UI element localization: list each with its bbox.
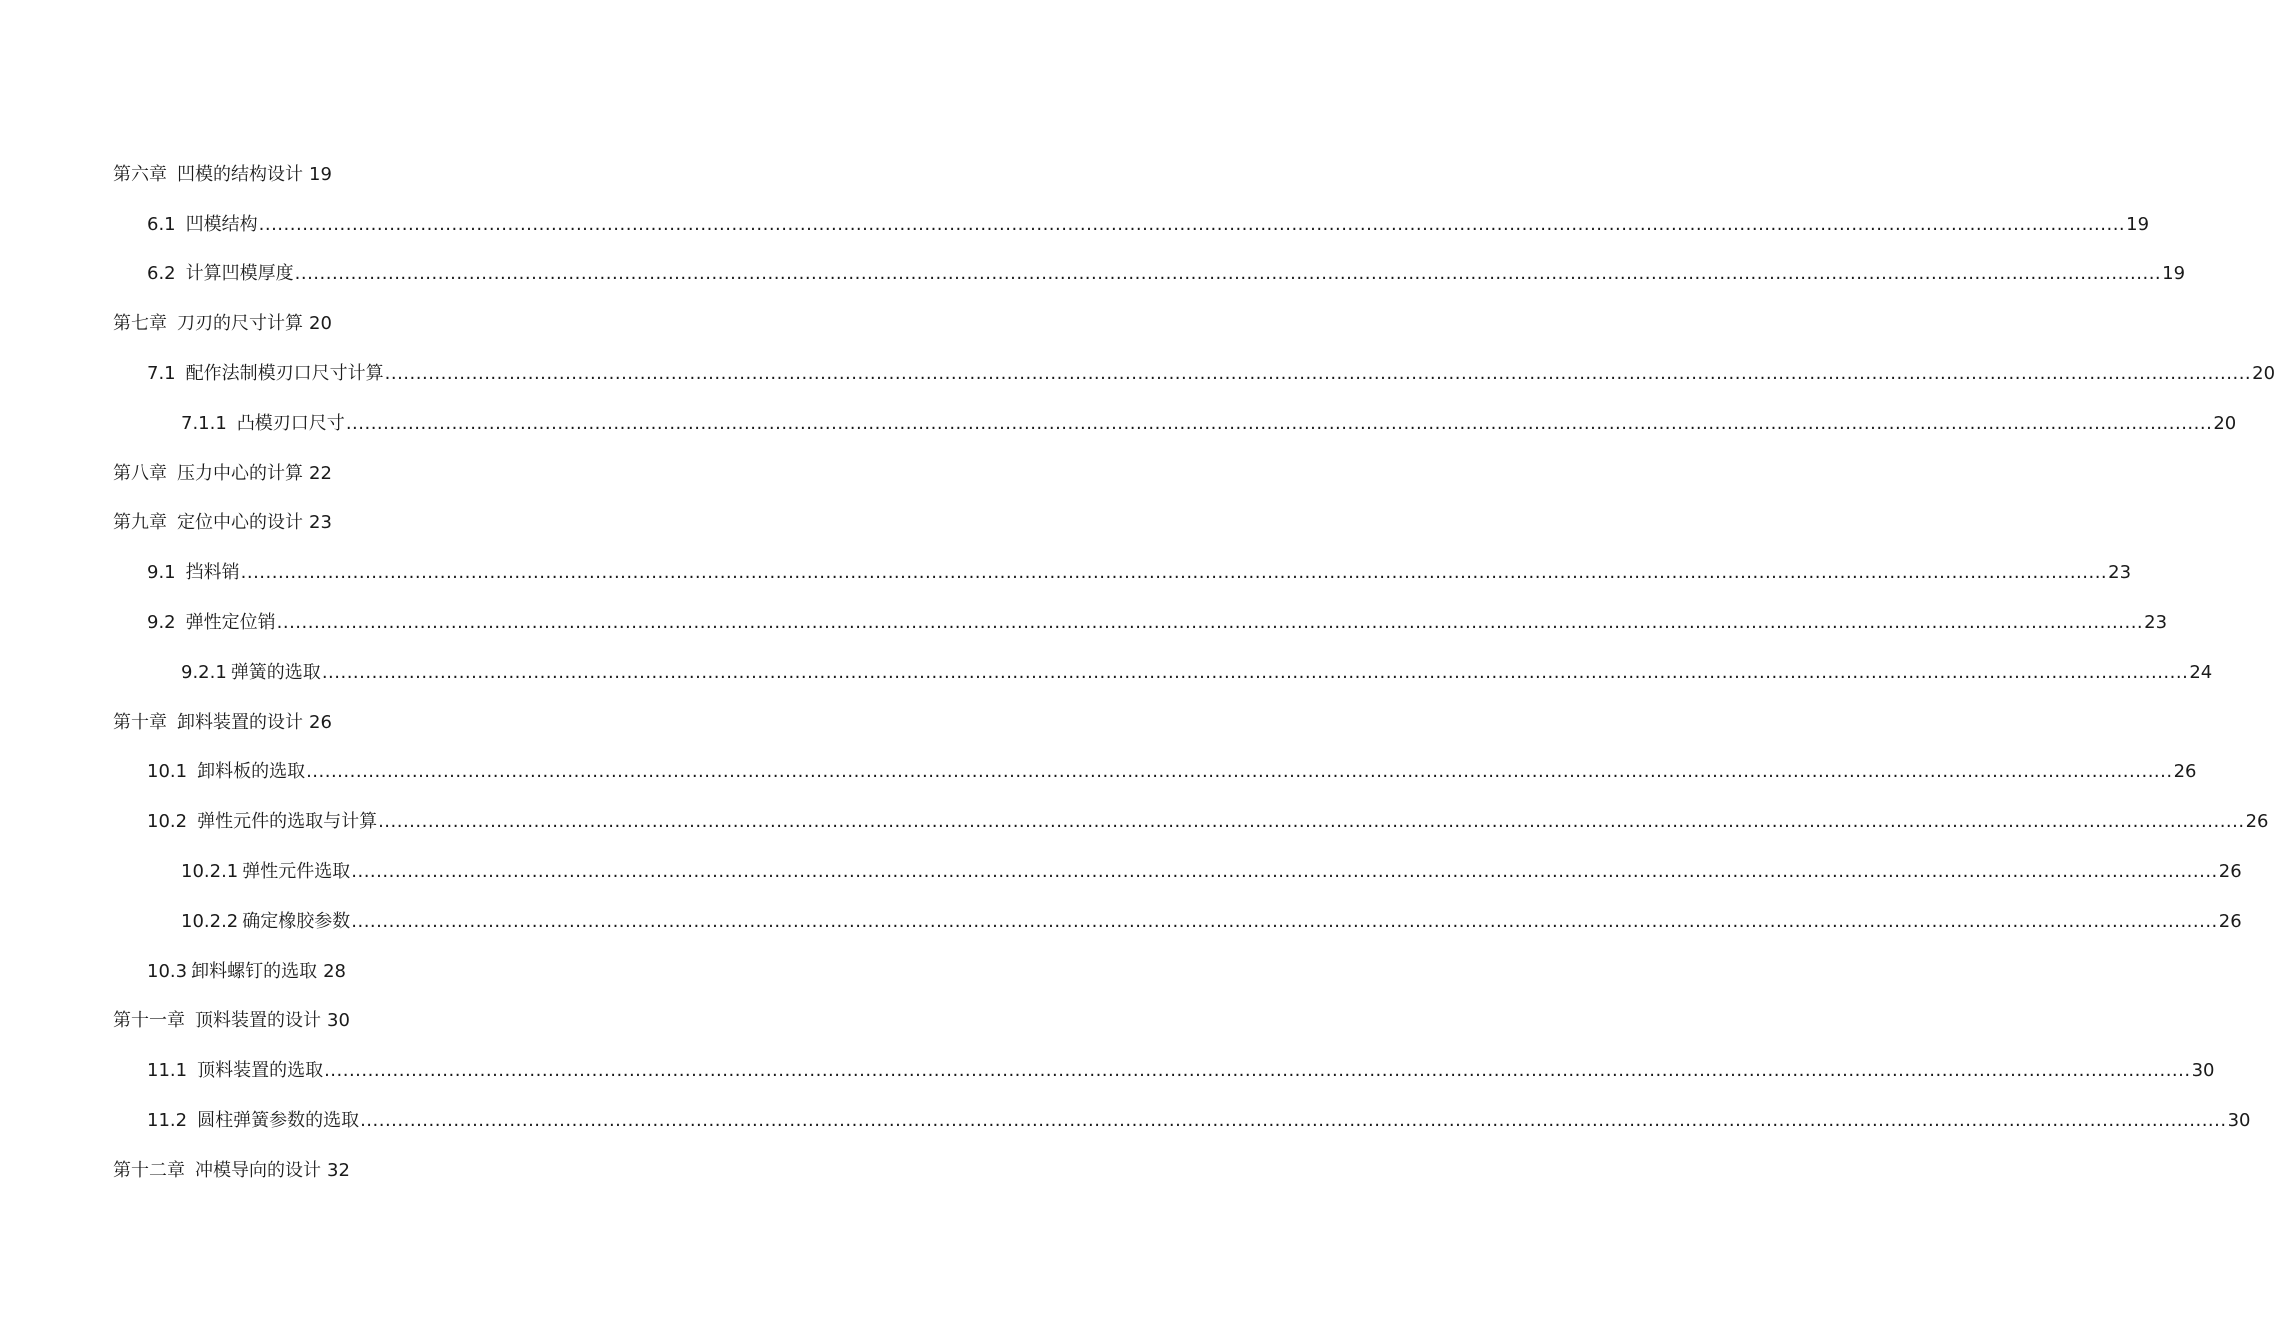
toc-dot-leader: ............................................................................................................................................................................................................................................................................................................ — [321, 661, 2189, 683]
toc-entry[interactable] — [113, 1046, 2215, 1096]
toc-dot-leader: ............................................................................................................................................................................................................................................................................................................ — [351, 910, 2218, 932]
toc-entry[interactable] — [113, 349, 2275, 399]
toc-entry[interactable] — [113, 299, 825, 349]
toc-entry-page: 26 — [2173, 761, 2197, 783]
toc-entry-number: 7.1 — [147, 363, 176, 385]
toc-entry-number: 11.2 — [147, 1110, 188, 1132]
toc-entry-number: 第七章 — [113, 313, 167, 335]
toc-entry-page: 26 — [2245, 811, 2269, 833]
toc-entry-number: 6.1 — [147, 213, 176, 235]
toc-dot-leader: ............................................................................................................................................................................................................................................................................................................ — [294, 263, 2162, 285]
toc-entry-page: 30 — [2227, 1110, 2251, 1132]
toc-entry-number: 第八章 — [113, 462, 167, 484]
toc-entry-title: 压力中心的计算 — [177, 462, 303, 484]
toc-dot-leader: ............................................................................................................................................................................................................................................................................................................ — [276, 612, 2144, 634]
toc-dot-leader: ............................................................................................................................................................................................................................................................................................................ — [345, 412, 2213, 434]
toc-entry-number: 10.3 — [147, 960, 188, 982]
toc-entry[interactable] — [113, 947, 825, 997]
toc-entry-title: 凹模的结构设计 — [177, 163, 303, 185]
toc-entry-page: 26 — [309, 711, 332, 733]
toc-entry-title: 确定橡胶参数 — [242, 910, 351, 932]
toc-entry-title: 卸料板的选取 — [197, 761, 306, 783]
toc-entry[interactable] — [113, 449, 825, 499]
toc-entry-title: 弹性定位销 — [185, 612, 276, 634]
toc-entry[interactable] — [113, 748, 2197, 798]
toc-dot-leader: ............................................................................................................................................................................................................................................................................................................ — [240, 562, 2108, 584]
toc-entry-page: 26 — [2218, 861, 2242, 883]
toc-entry[interactable] — [113, 250, 2186, 300]
toc-entry-title: 配作法制模刃口尺寸计算 — [185, 363, 384, 385]
toc-entry-title: 弹簧的选取 — [230, 661, 321, 683]
table-of-contents — [113, 150, 2275, 1196]
toc-entry-page: 30 — [327, 1010, 350, 1032]
toc-entry[interactable] — [113, 897, 2242, 947]
toc-dot-leader: ............................................................................................................................................................................................................................................................................................................ — [258, 213, 2126, 235]
toc-entry-number: 第十二章 — [113, 1159, 185, 1181]
toc-entry-number: 10.2.2 — [181, 910, 239, 932]
toc-entry-title: 计算凹模厚度 — [185, 263, 294, 285]
toc-entry-page: 20 — [2252, 363, 2275, 385]
toc-dot-leader: ............................................................................................................................................................................................................................................................................................................ — [306, 761, 2173, 783]
toc-entry-title: 顶料装置的设计 — [195, 1010, 321, 1032]
toc-entry-page: 19 — [2162, 263, 2186, 285]
toc-entry-number: 6.2 — [147, 263, 176, 285]
toc-entry-title: 凹模结构 — [185, 213, 258, 235]
toc-entry-number: 第九章 — [113, 512, 167, 534]
toc-entry-number: 9.2 — [147, 612, 176, 634]
toc-entry-number: 10.2 — [147, 811, 188, 833]
toc-entry-title: 凸模刃口尺寸 — [236, 412, 345, 434]
toc-entry[interactable] — [113, 399, 2237, 449]
toc-entry-page: 20 — [309, 313, 332, 335]
toc-entry-title: 冲模导向的设计 — [195, 1159, 321, 1181]
toc-entry-number: 第六章 — [113, 163, 167, 185]
toc-entry-title: 圆柱弹簧参数的选取 — [197, 1110, 360, 1132]
toc-entry-number: 7.1.1 — [181, 412, 227, 434]
toc-entry-title: 刀刃的尺寸计算 — [177, 313, 303, 335]
toc-entry[interactable] — [113, 698, 825, 748]
toc-entry-page: 23 — [2108, 562, 2132, 584]
toc-entry[interactable] — [113, 648, 2213, 698]
toc-entry[interactable] — [113, 997, 825, 1047]
toc-entry-number: 9.1 — [147, 562, 176, 584]
toc-entry-number: 11.1 — [147, 1060, 188, 1082]
toc-entry-title: 顶料装置的选取 — [197, 1060, 324, 1082]
toc-dot-leader: ............................................................................................................................................................................................................................................................................................................ — [360, 1110, 2227, 1132]
toc-entry-page: 28 — [323, 960, 346, 982]
toc-entry-title: 定位中心的设计 — [177, 512, 303, 534]
toc-entry-page: 24 — [2189, 661, 2213, 683]
toc-dot-leader: ............................................................................................................................................................................................................................................................................................................ — [324, 1060, 2191, 1082]
toc-entry[interactable] — [113, 847, 2242, 897]
toc-entry-number: 9.2.1 — [181, 661, 227, 683]
toc-entry-page: 32 — [327, 1159, 350, 1181]
toc-entry-title: 卸料装置的设计 — [177, 711, 303, 733]
toc-entry-page: 30 — [2191, 1060, 2215, 1082]
toc-entry[interactable] — [113, 797, 2269, 847]
toc-entry[interactable] — [113, 200, 2150, 250]
toc-entry-page: 22 — [309, 462, 332, 484]
toc-entry[interactable] — [113, 548, 2132, 598]
toc-entry[interactable] — [113, 1096, 2251, 1146]
toc-entry-number: 第十一章 — [113, 1010, 185, 1032]
toc-entry-number: 10.1 — [147, 761, 188, 783]
toc-entry-page: 26 — [2218, 910, 2242, 932]
toc-entry[interactable] — [113, 598, 2168, 648]
toc-entry-page: 19 — [309, 163, 332, 185]
toc-entry-title: 弹性元件的选取与计算 — [197, 811, 378, 833]
toc-dot-leader: ............................................................................................................................................................................................................................................................................................................ — [351, 861, 2218, 883]
toc-entry-number: 第十章 — [113, 711, 167, 733]
toc-entry-page: 23 — [2144, 612, 2168, 634]
toc-entry-page: 20 — [2213, 412, 2237, 434]
toc-entry-page: 23 — [309, 512, 332, 534]
toc-dot-leader: ............................................................................................................................................................................................................................................................................................................ — [378, 811, 2245, 833]
toc-entry-title: 弹性元件选取 — [242, 861, 351, 883]
toc-entry[interactable] — [113, 150, 825, 200]
toc-entry[interactable] — [113, 1146, 825, 1196]
toc-entry[interactable] — [113, 499, 825, 549]
toc-entry-number: 10.2.1 — [181, 861, 239, 883]
toc-dot-leader: ............................................................................................................................................................................................................................................................................................................ — [384, 363, 2252, 385]
toc-entry-title: 挡料销 — [185, 562, 240, 584]
toc-entry-page: 19 — [2126, 213, 2150, 235]
toc-entry-title: 卸料螺钉的选取 — [191, 960, 318, 982]
